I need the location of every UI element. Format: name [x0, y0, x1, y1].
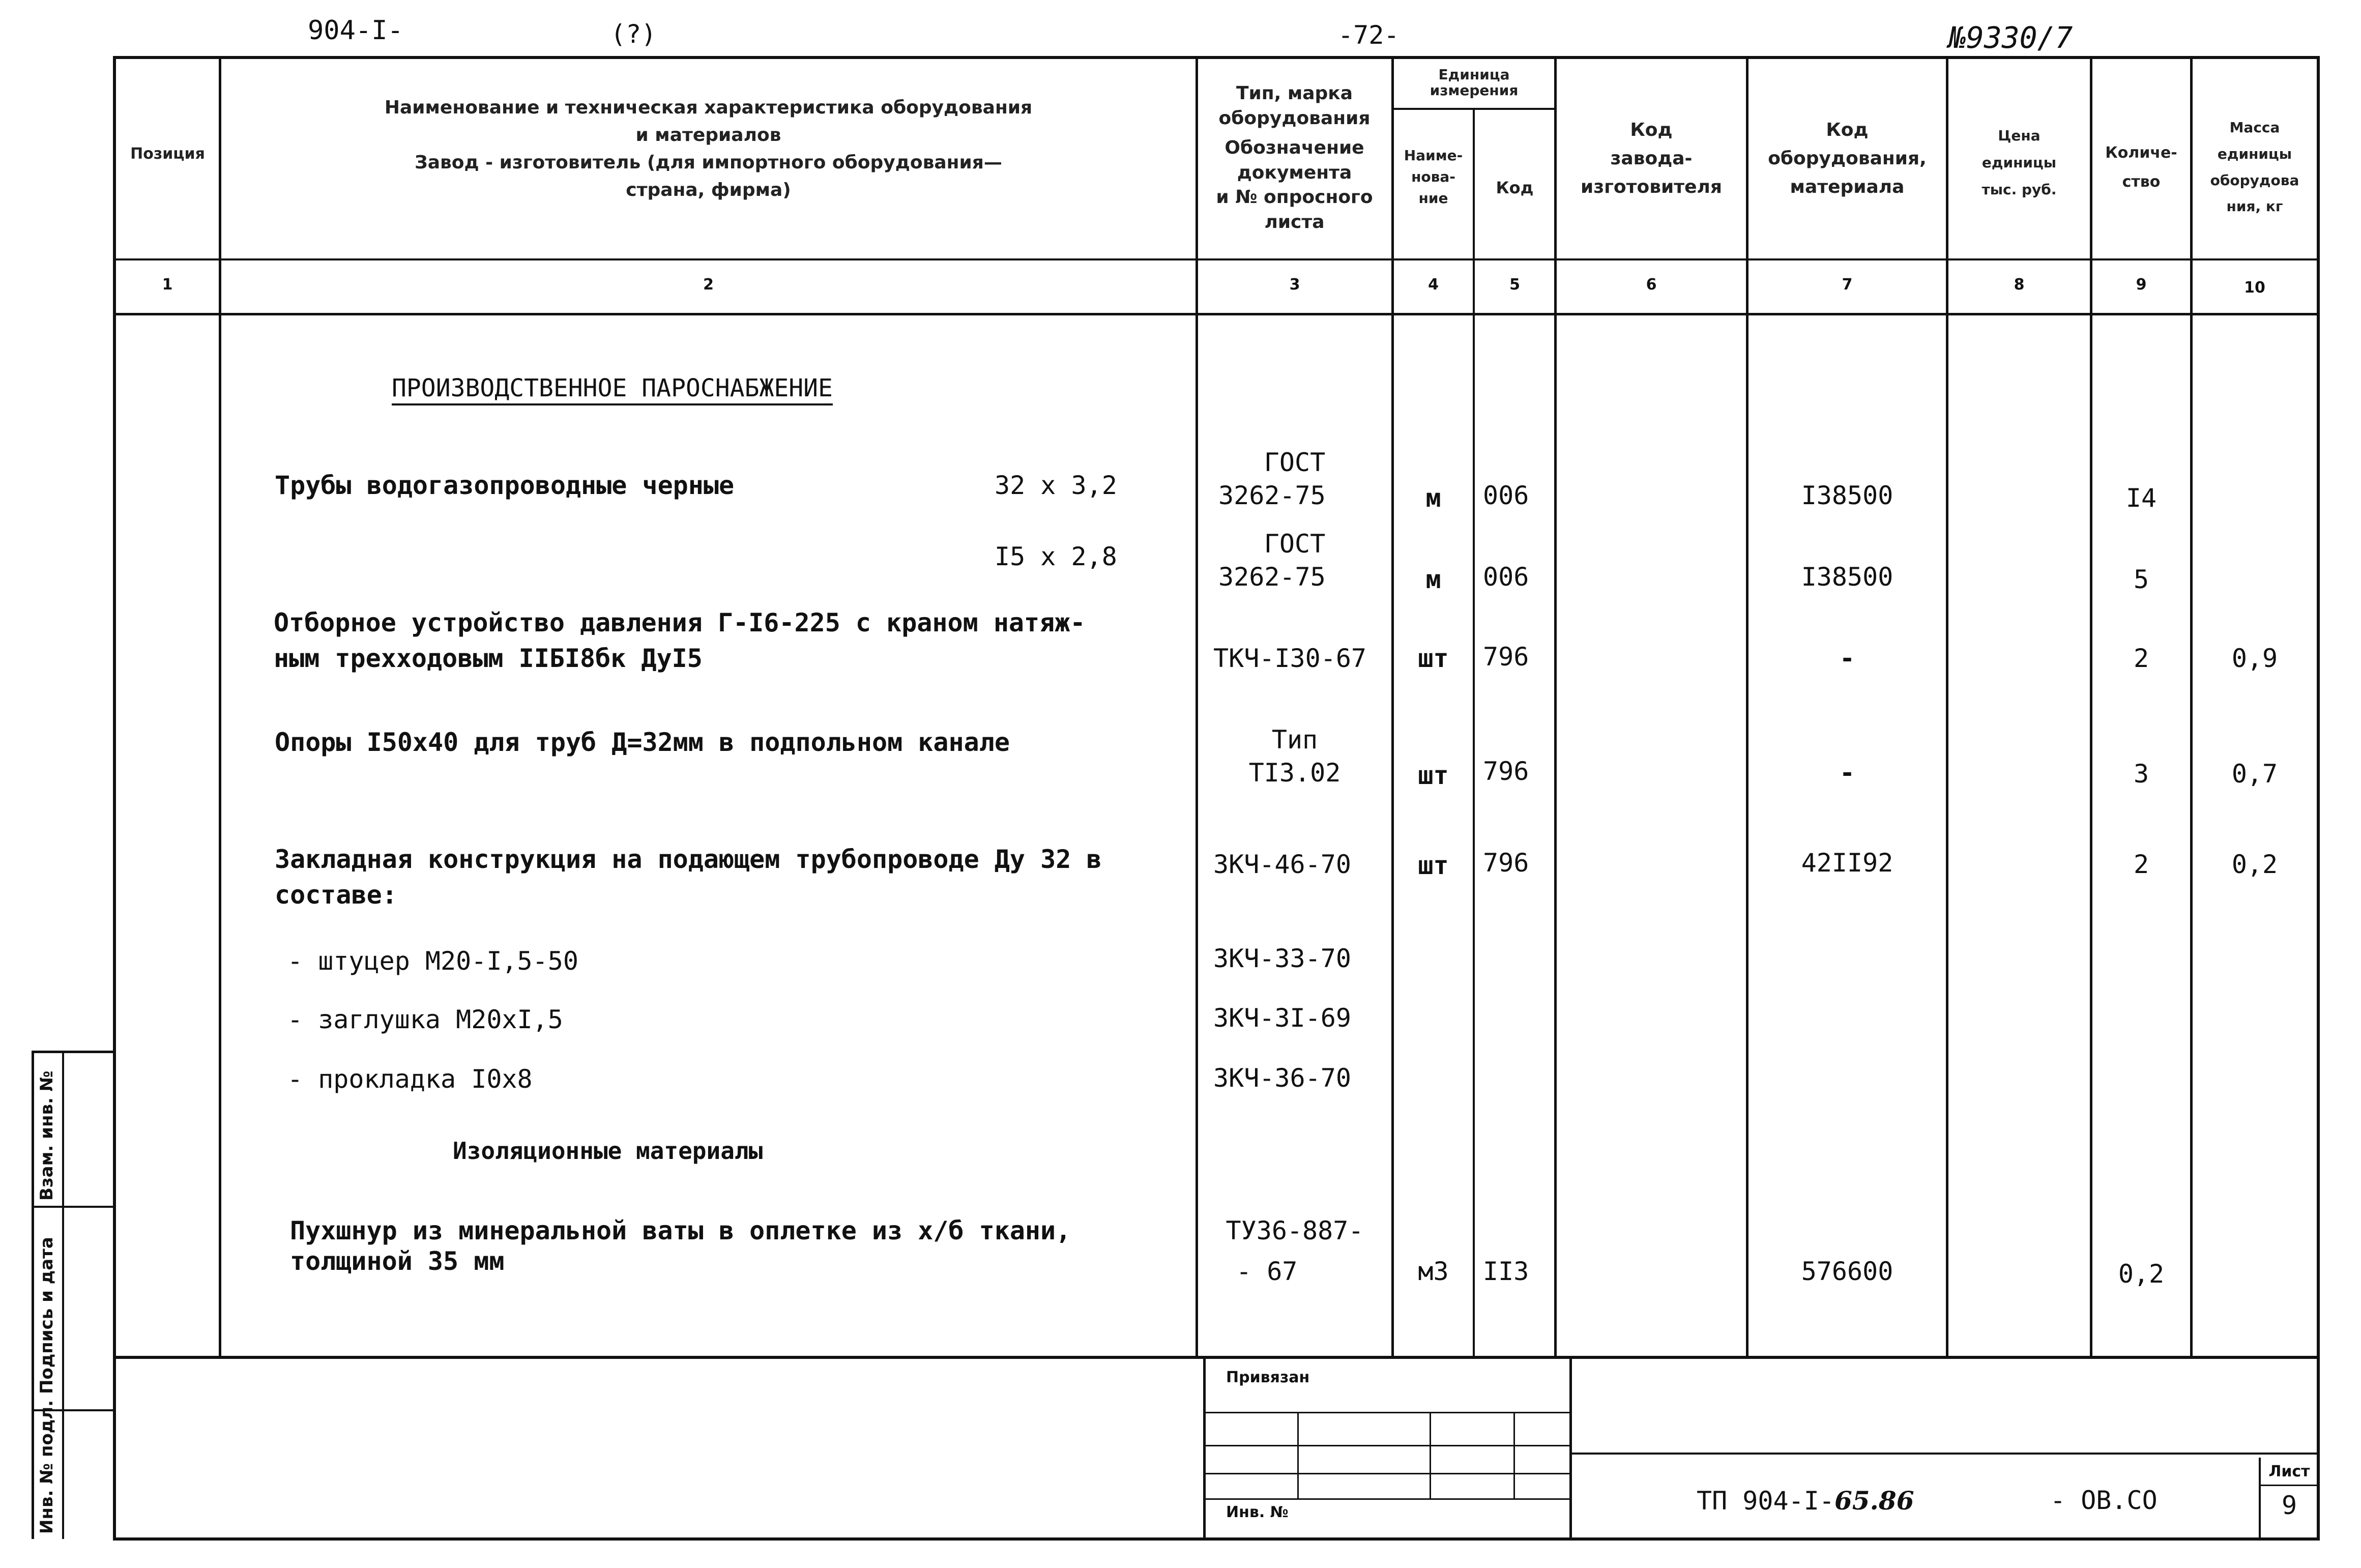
insulation-subtitle: Изоляционные материалы	[453, 1137, 763, 1165]
header-factory-2: завода-	[1610, 148, 1693, 169]
col-line-2	[1196, 56, 1198, 1358]
header-mass-4: ния, кг	[2226, 198, 2283, 215]
header-factory	[1557, 116, 1746, 201]
row5-qty: 2	[2133, 850, 2149, 879]
header-rule	[113, 258, 2320, 260]
stamp-sheet-v	[2259, 1458, 2261, 1539]
stamp-grid-v2	[1430, 1412, 1431, 1498]
row4-code: 796	[1483, 757, 1529, 786]
header-qty	[2092, 138, 2190, 196]
row4-type-1: Тип	[1271, 725, 1318, 754]
colnum-8: 8	[2014, 276, 2025, 294]
colnum-10: 10	[2244, 279, 2265, 297]
header-unit-name-2: нова-	[1411, 168, 1455, 185]
row1-type-2: 3262-75	[1218, 481, 1326, 510]
stamp-inv-label: Инв. №	[1226, 1503, 1289, 1521]
row9-type-1: ТУ36-887-	[1226, 1216, 1364, 1245]
header-eqcode	[1748, 116, 1946, 201]
header-price-2: единицы	[1981, 154, 2057, 171]
header-type-line5: и № опросного	[1216, 187, 1373, 208]
stamp-top-rule	[113, 1356, 2320, 1359]
row4-mass: 0,7	[2231, 759, 2278, 789]
row9-eqcode: 576600	[1801, 1257, 1893, 1286]
col-line-9	[2190, 56, 2193, 1358]
series-number: 904-I-	[308, 15, 403, 46]
col-line-4	[1473, 109, 1475, 1358]
row1-size: 32 х 3,2	[995, 471, 1117, 500]
row1-code: 006	[1483, 481, 1529, 510]
section-title: ПРОИЗВОДСТВЕННОЕ ПАРОСНАБЖЕНИЕ	[392, 374, 833, 402]
header-type-line3: Обозначение	[1225, 137, 1364, 159]
row5-eqcode: 42II92	[1801, 848, 1893, 878]
header-unit	[1394, 67, 1554, 99]
header-type-line6: листа	[1264, 211, 1325, 233]
colnum-7: 7	[1842, 276, 1853, 294]
row1-type-1: ГОСТ	[1264, 448, 1326, 477]
row6-name: - штуцер М20-I,5-50	[287, 946, 578, 976]
archive-number: №9330/7	[1948, 20, 2073, 55]
col-line-7	[1946, 56, 1948, 1358]
doc-code	[1697, 1486, 1914, 1516]
stamp-grid-v1	[1297, 1412, 1299, 1498]
row3-name-1: Отборное устройство давления Г-I6-225 с краном натяж-	[274, 608, 1086, 637]
row8-type: ЗКЧ-36-70	[1213, 1063, 1351, 1093]
header-mass-1: Масса	[2229, 119, 2280, 136]
row3-qty: 2	[2133, 644, 2149, 673]
row8-name: - прокладка I0х8	[287, 1064, 533, 1094]
col-line-8	[2090, 56, 2092, 1358]
stamp-bound-label: Привязан	[1226, 1369, 1310, 1386]
row9-name-2: толщиной 35 мм	[290, 1246, 505, 1276]
col-line-3	[1391, 56, 1394, 1358]
header-eqcode-3: материала	[1790, 176, 1905, 197]
header-name-line2: и материалов	[635, 125, 781, 146]
row9-code: II3	[1483, 1257, 1529, 1286]
row1-name: Трубы водогазопроводные черные	[275, 471, 735, 500]
side-rule-top	[32, 1051, 113, 1053]
side-rule-1	[32, 1206, 113, 1208]
row1-unit: м	[1425, 483, 1441, 513]
frame-top	[113, 56, 2320, 59]
colnum-3: 3	[1289, 276, 1300, 294]
header-factory-3: изготовителя	[1580, 176, 1723, 197]
stamp-right-v	[1569, 1356, 1572, 1539]
side-inv-podl-label: Инв. № подл.	[37, 1400, 57, 1534]
col-line-1	[219, 56, 221, 1358]
row5-code: 796	[1483, 848, 1529, 878]
row3-mass: 0,9	[2231, 644, 2278, 673]
header-eqcode-1: Код	[1826, 120, 1869, 140]
doc-code-prefix: ТП 904-I-	[1697, 1486, 1834, 1516]
row4-unit: шт	[1418, 761, 1449, 790]
row4-eqcode: -	[1839, 758, 1855, 788]
header-unit-line1: Единица	[1438, 66, 1510, 83]
row6-type: ЗКЧ-33-70	[1213, 944, 1351, 973]
header-mass-2: единицы	[2217, 145, 2292, 162]
header-qty-1: Количе-	[2105, 144, 2177, 162]
row5-type: ЗКЧ-46-70	[1213, 850, 1351, 879]
header-factory-1: Код	[1630, 120, 1673, 140]
row3-type: ТКЧ-I30-67	[1213, 644, 1367, 673]
row4-name: Опоры I50х40 для труб Д=32мм в подпольном канале	[275, 728, 1010, 757]
row2-unit: м	[1425, 565, 1441, 594]
header-type-line4: документа	[1237, 162, 1352, 183]
header-name	[224, 94, 1193, 204]
colnum-5: 5	[1509, 276, 1520, 294]
side-sign-label: Подпись и дата	[37, 1237, 57, 1394]
row9-type-2: - 67	[1236, 1257, 1298, 1286]
row4-qty: 3	[2133, 759, 2149, 789]
row9-name-1: Пухшнур из минеральной ваты в оплетке из х/б ткани,	[290, 1216, 1071, 1245]
col-line-6	[1746, 56, 1748, 1358]
row3-unit: шт	[1418, 644, 1449, 673]
row3-code: 796	[1483, 642, 1529, 672]
row3-eqcode: -	[1839, 644, 1855, 673]
stamp-left-v	[1203, 1356, 1206, 1539]
stamp-sheet-rule	[2259, 1485, 2320, 1486]
doc-code-hand: 65.86	[1834, 1486, 1914, 1516]
header-unit-name-1: Наиме-	[1404, 147, 1463, 164]
sheet-label: Лист	[2268, 1463, 2310, 1480]
header-unit-line2: измерения	[1430, 81, 1519, 99]
header-unit-name	[1394, 145, 1473, 209]
page-number: -72-	[1338, 20, 1400, 50]
row7-name: - заглушка М20хI,5	[287, 1005, 563, 1034]
colnum-6: 6	[1646, 276, 1657, 294]
colnum-4: 4	[1428, 276, 1439, 294]
row1-eqcode: I38500	[1801, 481, 1893, 510]
frame-bottom	[113, 1537, 2320, 1541]
question-mark: (?)	[610, 19, 657, 49]
row4-type-2: ТI3.02	[1248, 758, 1341, 788]
row2-type-1: ГОСТ	[1264, 529, 1326, 559]
stamp-grid-h4	[1203, 1498, 1569, 1500]
colnum-2: 2	[703, 276, 714, 294]
doc-code-suffix: - ОВ.СО	[2050, 1486, 2158, 1515]
side-vzam-label: Взам. инв. №	[37, 1070, 57, 1201]
header-price-3: тыс. руб.	[1981, 181, 2057, 198]
frame-right	[2317, 56, 2320, 1541]
row2-qty: 5	[2133, 565, 2149, 594]
row5-mass: 0,2	[2231, 850, 2278, 879]
header-mass-3: оборудова	[2210, 171, 2299, 189]
header-mass	[2193, 114, 2317, 220]
header-position: Позиция	[130, 145, 205, 163]
row7-type: ЗКЧ-3I-69	[1213, 1003, 1351, 1033]
col-line-5	[1554, 56, 1557, 1358]
row5-unit: шт	[1418, 851, 1449, 880]
colnum-rule	[113, 313, 2320, 315]
header-name-line3: Завод - изготовитель (для импортного оборудования—	[415, 152, 1002, 173]
unit-subheader-rule	[1391, 108, 1554, 110]
row3-name-2: ным трехходовым IIБI8бк ДуI5	[274, 644, 703, 673]
row9-unit: м3	[1418, 1257, 1449, 1286]
header-price-1: Цена	[1998, 127, 2041, 144]
stamp-grid-v3	[1513, 1412, 1515, 1498]
header-unit-name-3: ние	[1418, 190, 1448, 207]
stamp-doc-rule	[1569, 1453, 2320, 1455]
colnum-1: 1	[162, 276, 173, 294]
row1-qty: I4	[2125, 483, 2157, 513]
header-type-line2: оборудования	[1218, 107, 1371, 129]
header-eqcode-2: оборудования,	[1768, 148, 1927, 169]
row5-name-1: Закладная конструкция на подающем трубопроводе Ду 32 в	[275, 845, 1102, 874]
side-outer-line	[32, 1051, 34, 1539]
row2-type-2: 3262-75	[1218, 562, 1326, 592]
header-price	[1948, 122, 2090, 204]
row2-size: I5 х 2,8	[995, 542, 1117, 571]
row9-qty: 0,2	[2118, 1259, 2165, 1289]
row5-name-2: составе:	[275, 880, 397, 910]
row2-code: 006	[1483, 562, 1529, 592]
header-name-line4: страна, фирма)	[626, 180, 791, 200]
header-type	[1199, 81, 1390, 235]
header-qty-2: ство	[2122, 173, 2161, 191]
colnum-9: 9	[2136, 276, 2147, 294]
row2-eqcode: I38500	[1801, 562, 1893, 592]
header-type-line1: Тип, марка	[1236, 83, 1353, 104]
sheet-number: 9	[2281, 1491, 2297, 1520]
side-inner-line	[62, 1051, 64, 1539]
header-name-line1: Наименование и техническая характеристика оборудования	[384, 97, 1033, 118]
header-unit-code: Код	[1496, 178, 1534, 197]
